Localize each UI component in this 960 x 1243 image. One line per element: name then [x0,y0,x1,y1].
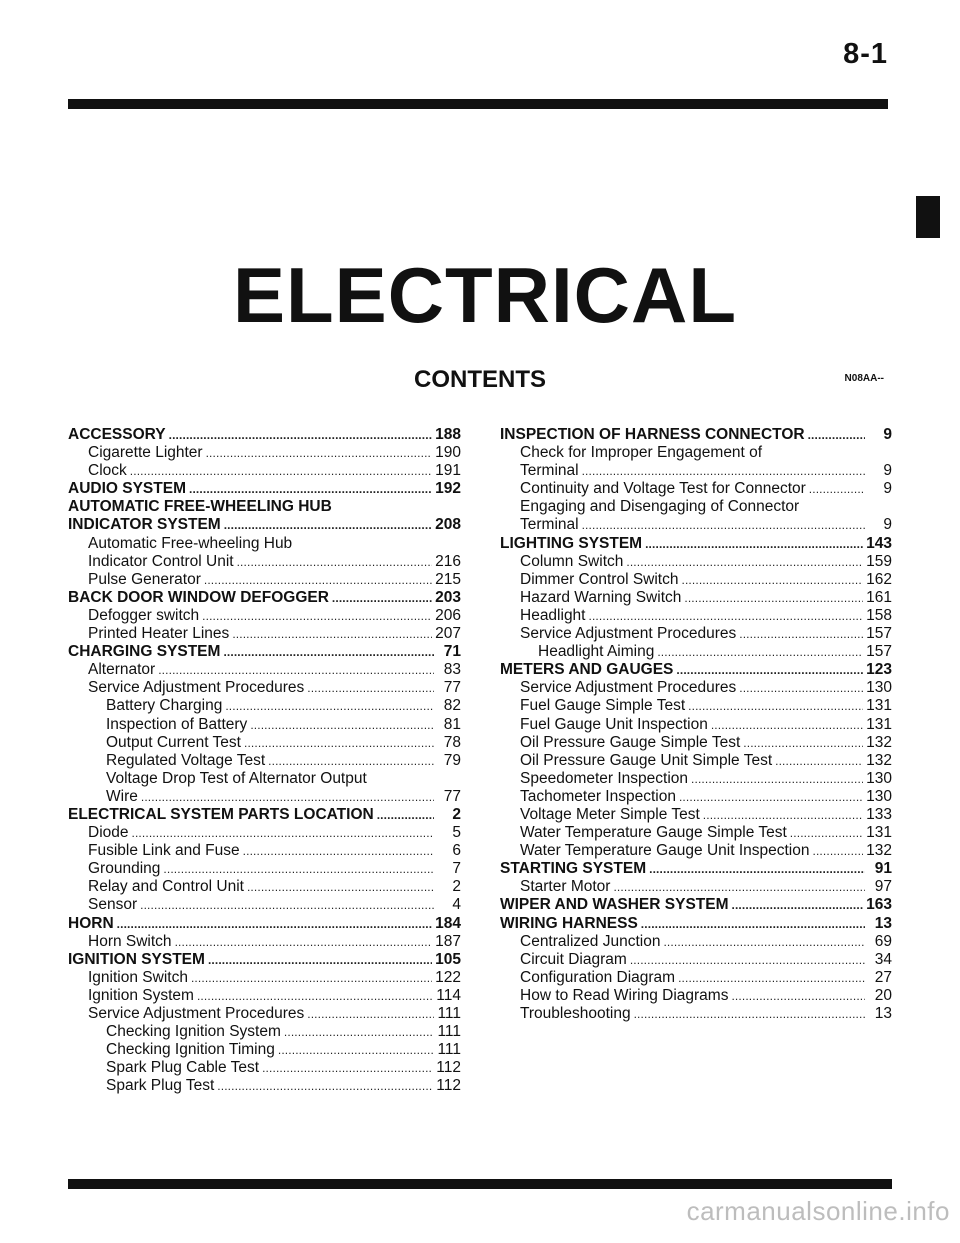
dot-leader [663,933,865,951]
dot-leader [688,697,863,715]
toc-entry-label: Sensor [88,896,138,914]
toc-entry-page: 157 [866,625,892,643]
toc-entry-label: Circuit Diagram [520,950,627,968]
toc-entry-label: CHARGING SYSTEM [68,643,221,661]
toc-entry-label: HORN [68,914,114,932]
toc-entry-page: 4 [452,896,461,914]
toc-entry-page: 133 [866,805,892,823]
dot-leader [224,516,432,534]
toc-entry-label: Tachometer Inspection [520,787,676,805]
toc-entry-page: 206 [435,606,461,624]
toc-entry[interactable] [500,625,892,643]
toc-section-entry[interactable] [68,643,461,661]
dot-leader [307,1005,434,1023]
dot-leader [332,589,432,607]
toc-entry[interactable] [500,824,892,842]
toc-entry[interactable] [500,951,892,969]
toc-entry-label: Centralized Junction [520,932,661,950]
toc-entry-label: Horn Switch [88,932,172,950]
toc-entry-label: ACCESSORY [68,426,166,443]
toc-entry-page: 13 [874,1005,892,1022]
toc-entry[interactable] [500,770,892,788]
toc-section-entry[interactable] [500,426,892,444]
toc-entry[interactable] [68,553,461,571]
toc-entry-label: Oil Pressure Gauge Unit Simple Test [520,751,773,769]
toc-entry[interactable] [68,969,461,987]
toc-entry-label: Fusible Link and Fuse [88,842,240,860]
toc-entry-label: Pulse Generator [88,570,201,588]
toc-entry-label: INDICATOR SYSTEM [68,516,221,534]
toc-entry-label: METERS AND GAUGES [500,661,674,679]
dot-leader [739,625,863,643]
toc-entry-label: Speedometer Inspection [520,769,689,787]
dot-leader [582,462,865,480]
dot-leader [232,625,432,643]
toc-entry[interactable] [500,987,892,1005]
toc-section-entry[interactable] [68,426,461,444]
toc-entry-continued[interactable]: AUTOMATIC FREE-WHEELING HUB [68,498,332,516]
toc-entry-page: 91 [874,860,892,878]
toc-entry-label: Relay and Control Unit [88,878,244,896]
toc-entry-label: Voltage Meter Simple Test [520,805,700,823]
dot-leader [678,969,865,987]
toc-entry-page: 9 [883,426,892,443]
toc-entry-label: Continuity and Voltage Test for Connector [520,480,806,498]
toc-entry-page: 130 [866,787,892,805]
top-rule [68,99,888,109]
dot-leader [117,915,432,933]
toc-entry-page: 5 [452,824,461,842]
dot-leader [641,915,865,933]
dot-leader [377,806,434,824]
toc-entry-page: 158 [866,606,892,624]
toc-entry-page: 131 [866,824,892,842]
dot-leader [775,752,863,770]
dot-leader [243,842,434,860]
toc-entry-label: How to Read Wiring Diagrams [520,986,729,1004]
toc-entry-page: 111 [437,1023,461,1041]
toc-entry-page: 207 [435,625,461,643]
toc-entry-label: Water Temperature Gauge Unit Inspection [520,842,810,860]
toc-entry[interactable] [68,752,461,770]
dot-leader [130,462,432,480]
toc-entry-label: Dimmer Control Switch [520,570,679,588]
dot-leader [206,444,433,462]
toc-entry-label: Headlight Aiming [538,643,655,661]
toc-entry-label: Oil Pressure Gauge Simple Test [520,733,741,751]
toc-entry-label: BACK DOOR WINDOW DEFOGGER [68,588,329,606]
dot-leader [691,770,863,788]
dot-leader [175,933,433,951]
dot-leader [634,1005,865,1023]
toc-entry[interactable] [500,1005,892,1023]
toc-entry-label: WIRING HARNESS [500,914,638,932]
toc-entry[interactable] [68,571,461,589]
section-title: ELECTRICAL [233,251,737,340]
dot-leader [278,1041,434,1059]
toc-entry[interactable] [68,444,461,462]
toc-entry[interactable] [68,878,461,896]
toc-entry-label: Inspection of Battery [106,715,248,733]
toc-entry[interactable] [68,842,461,860]
toc-entry-page: 69 [874,932,892,950]
dot-leader [140,896,434,914]
toc-entry-page: 9 [883,516,892,534]
toc-entry-label: Indicator Control Unit [88,552,234,570]
dot-leader [158,661,434,679]
toc-entry-page: 2 [452,878,461,896]
toc-entry-page: 83 [443,661,461,679]
dot-leader [191,969,432,987]
toc-entry[interactable] [500,878,892,896]
dot-leader [739,679,863,697]
toc-entry-label: Hazard Warning Switch [520,588,682,606]
toc-entry-label: Configuration Diagram [520,968,676,986]
toc-entry[interactable] [500,589,892,607]
dot-leader [204,571,432,589]
dot-leader [202,607,432,625]
toc-entry[interactable] [68,1023,461,1041]
dot-leader [197,987,433,1005]
toc-section-entry[interactable] [500,661,892,679]
dot-leader [582,516,865,534]
toc-entry-page: 163 [866,896,892,914]
toc-entry-label: Water Temperature Gauge Simple Test [520,824,787,842]
toc-entry[interactable] [68,896,461,914]
toc-entry[interactable] [500,679,892,697]
toc-entry[interactable] [68,987,461,1005]
toc-entry-label: Starter Motor [520,878,611,896]
toc-entry-page: 13 [874,914,892,932]
toc-entry[interactable] [68,788,461,806]
toc-entry-label: Terminal [520,516,579,534]
toc-entry-page: 191 [435,462,461,480]
toc-entry-label: Cigarette Lighter [88,444,203,462]
toc-entry-label: Regulated Voltage Test [106,751,266,769]
toc-entry-label: Troubleshooting [520,1005,631,1022]
dot-leader [208,951,432,969]
contents-heading: CONTENTS [414,366,546,393]
dot-leader [307,679,434,697]
toc-section-entry[interactable] [68,589,461,607]
toc-entry[interactable] [500,842,892,860]
toc-entry-label: INSPECTION OF HARNESS CONNECTOR [500,426,805,443]
dot-leader [250,716,434,734]
toc-entry-page: 78 [443,733,461,751]
dot-leader [812,842,863,860]
toc-entry[interactable] [68,1077,461,1095]
toc-entry-page: 131 [866,715,892,733]
toc-section-entry[interactable] [500,535,892,553]
toc-entry-page: 20 [874,986,892,1004]
toc-entry-page: 132 [866,842,892,860]
toc-entry[interactable] [68,734,461,752]
dot-leader [808,426,865,444]
watermark[interactable]: carmanualsonline.info [686,1196,950,1226]
toc-entry-page: 161 [866,588,892,606]
toc-entry-label: Clock [88,462,127,480]
dot-leader [645,535,863,553]
dot-leader [657,643,863,661]
toc-entry-continued[interactable]: Check for Improper Engagement of [520,444,763,462]
toc-entry[interactable] [500,969,892,987]
dot-leader [189,480,432,498]
toc-entry-page: 162 [866,570,892,588]
toc-entry-page: 77 [443,679,461,697]
toc-entry-page: 159 [866,552,892,570]
toc-entry-label: LIGHTING SYSTEM [500,534,643,552]
toc-entry[interactable] [500,933,892,951]
toc-entry-label: IGNITION SYSTEM [68,950,205,968]
toc-entry[interactable] [500,752,892,770]
toc-entry-label: Service Adjustment Procedures [520,679,737,697]
toc-entry-page: 215 [435,570,461,588]
dot-leader [163,860,434,878]
toc-entry-page: 203 [435,588,461,606]
toc-section-entry[interactable] [68,951,461,969]
toc-entry-page: 105 [435,950,461,968]
toc-entry-label: Grounding [88,860,161,878]
dot-leader [681,571,863,589]
toc-entry-label: Checking Ignition System [106,1023,281,1041]
toc-entry-label: Spark Plug Cable Test [106,1059,260,1077]
toc-entry-page: 111 [437,1005,461,1022]
toc-entry-page: 131 [866,697,892,715]
dot-leader [676,661,863,679]
toc-entry-label: Ignition Switch [88,968,188,986]
dot-leader [679,788,863,806]
dot-leader [711,716,863,734]
dot-leader [132,824,435,842]
dot-leader [268,752,434,770]
toc-entry[interactable] [68,625,461,643]
document-code: N08AA-- [844,373,884,384]
toc-entry-label: WIPER AND WASHER SYSTEM [500,896,729,914]
toc-entry-label: ELECTRICAL SYSTEM PARTS LOCATION [68,805,374,823]
toc-entry-page: 123 [866,661,892,679]
toc-entry-label: Headlight [520,606,586,624]
toc-entry-page: 9 [883,462,892,480]
toc-entry-page: 132 [866,751,892,769]
dot-leader [262,1059,433,1077]
bottom-rule [68,1179,892,1189]
dot-leader [284,1023,434,1041]
toc-entry-label: Service Adjustment Procedures [88,679,305,697]
toc-entry-label: Diode [88,824,129,842]
toc-entry[interactable] [68,933,461,951]
toc-entry-page: 111 [437,1041,461,1059]
toc-entry[interactable] [500,607,892,625]
page-number: 8-1 [843,38,888,70]
toc-entry[interactable] [500,643,892,661]
toc-entry[interactable] [68,824,461,842]
toc-entry-page: 216 [435,552,461,570]
toc-entry-page: 208 [435,516,461,534]
toc-entry-page: 192 [435,480,461,498]
toc-entry-page: 187 [435,932,461,950]
toc-entry-page: 7 [452,860,461,878]
toc-entry[interactable] [500,788,892,806]
toc-entry-page: 112 [436,1077,461,1095]
toc-entry[interactable] [68,679,461,697]
dot-leader [649,860,865,878]
toc-section-entry[interactable] [500,896,892,914]
dot-leader [247,878,434,896]
toc-entry-page: 9 [883,480,892,498]
toc-entry-label: Fuel Gauge Unit Inspection [520,715,708,733]
toc-entry-page: 71 [443,643,461,661]
dot-leader [223,643,434,661]
toc-section-entry[interactable] [68,806,461,824]
toc-entry-continued[interactable]: Engaging and Disengaging of Connector [520,498,800,516]
toc-entry-label: Alternator [88,661,156,679]
toc-entry-label: Spark Plug Test [106,1077,215,1095]
toc-entry-label: Wire [106,787,138,805]
dot-leader [169,426,433,444]
toc-entry-label: AUDIO SYSTEM [68,480,186,498]
dot-leader [790,824,863,842]
toc-entry[interactable] [68,607,461,625]
toc-entry[interactable] [500,462,892,480]
toc-section-entry[interactable] [68,480,461,498]
toc-entry-page: 114 [436,986,461,1004]
toc-entry[interactable] [500,716,892,734]
dot-leader [589,607,864,625]
dot-leader [732,896,864,914]
toc-entry-label: Ignition System [88,986,194,1004]
toc-entry-label: Printed Heater Lines [88,625,230,643]
toc-entry-label: Fuel Gauge Simple Test [520,697,686,715]
toc-entry[interactable] [500,553,892,571]
toc-entry-label: STARTING SYSTEM [500,860,647,878]
toc-entry[interactable] [68,1041,461,1059]
dot-leader [225,697,434,715]
toc-entry-page: 130 [866,769,892,787]
toc-entry-page: 190 [435,444,461,462]
toc-entry-label: Output Current Test [106,733,241,751]
side-tab-marker [916,196,940,238]
toc-entry-page: 143 [866,534,892,552]
dot-leader [703,806,863,824]
toc-entry-page: 188 [435,426,461,443]
toc-entry-continued[interactable]: Voltage Drop Test of Alternator Output [106,769,367,787]
toc-section-entry[interactable] [68,516,461,534]
toc-entry[interactable] [500,697,892,715]
dot-leader [630,951,865,969]
toc-entry-label: Defogger switch [88,606,200,624]
toc-entry-page: 184 [435,914,461,932]
toc-entry-page: 34 [874,950,892,968]
toc-entry-label: Checking Ignition Timing [106,1041,275,1059]
toc-entry-label: Terminal [520,462,579,480]
toc-entry-label: Service Adjustment Procedures [88,1005,305,1022]
toc-entry-page: 97 [874,878,892,896]
toc-entry-page: 6 [452,842,461,860]
toc-entry[interactable] [500,734,892,752]
toc-entry[interactable] [68,1059,461,1077]
dot-leader [626,553,863,571]
toc-entry[interactable] [500,806,892,824]
dot-leader [809,480,865,498]
toc-entry[interactable] [500,480,892,498]
dot-leader [743,734,863,752]
toc-entry-page: 27 [874,968,892,986]
toc-entry[interactable] [68,1005,461,1023]
toc-entry-label: Column Switch [520,552,624,570]
toc-entry-page: 2 [452,805,461,823]
dot-leader [731,987,865,1005]
dot-leader [244,734,434,752]
dot-leader [237,553,433,571]
toc-entry-page: 112 [436,1059,461,1077]
toc-entry[interactable] [500,571,892,589]
dot-leader [613,878,865,896]
toc-entry[interactable] [68,716,461,734]
toc-entry[interactable] [500,516,892,534]
toc-entry-label: Battery Charging [106,697,223,715]
toc-entry-continued[interactable]: Automatic Free-wheeling Hub [88,534,293,552]
toc-entry[interactable] [68,462,461,480]
toc-entry[interactable] [68,697,461,715]
toc-entry-label: Service Adjustment Procedures [520,625,737,643]
dot-leader [141,788,434,806]
toc-right-column [500,426,892,1023]
toc-entry[interactable] [68,661,461,679]
toc-section-entry[interactable] [500,860,892,878]
dot-leader [217,1077,433,1095]
toc-entry-page: 77 [443,787,461,805]
toc-section-entry[interactable] [500,915,892,933]
toc-entry-page: 82 [443,697,461,715]
toc-section-entry[interactable] [68,915,461,933]
toc-left-column [68,426,461,1095]
toc-entry-page: 132 [866,733,892,751]
toc-entry-page: 130 [866,679,892,697]
dot-leader [684,589,863,607]
toc-entry[interactable] [68,860,461,878]
toc-entry-page: 122 [435,968,461,986]
toc-entry-page: 79 [443,751,461,769]
toc-entry-page: 81 [443,715,461,733]
toc-entry-page: 157 [866,643,892,661]
